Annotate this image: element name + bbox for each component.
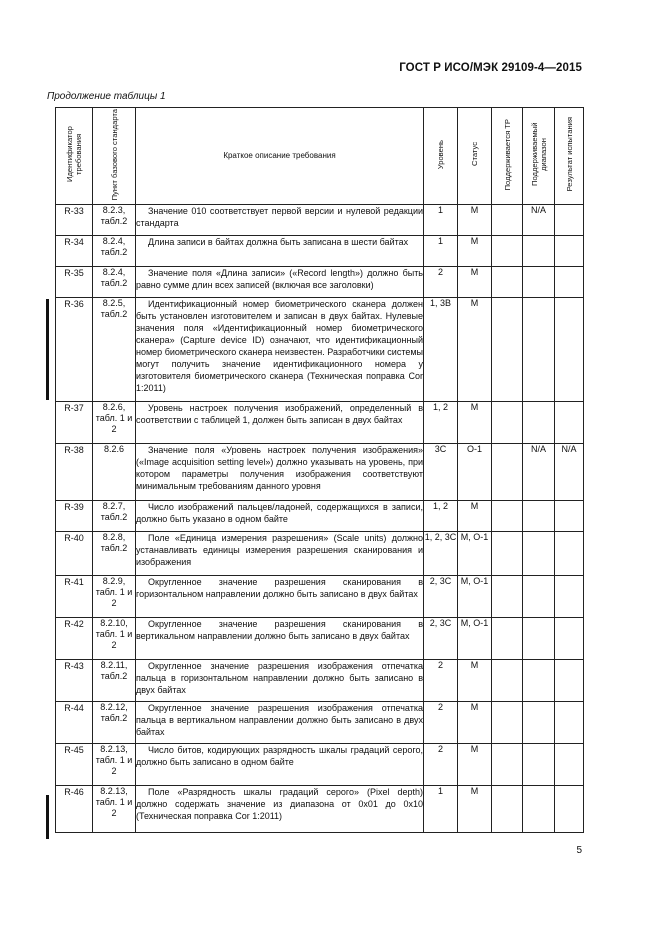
clause-cell: 8.2.5, табл.2	[93, 298, 136, 402]
supported-tp-cell	[492, 744, 523, 786]
description-cell: Значение 010 соответствует первой версии и нулевой редакции стандарта	[136, 205, 424, 236]
supported-tp-cell	[492, 532, 523, 576]
clause-cell: 8.2.3, табл.2	[93, 205, 136, 236]
table-row	[56, 744, 584, 786]
level-cell: 1	[424, 786, 458, 833]
supported-tp-cell	[492, 402, 523, 444]
supported-tp-cell	[492, 236, 523, 267]
test-result-cell	[555, 532, 584, 576]
description-cell: Уровень настроек получения изображений, определенный в соответствии с таблицей 1, должен быть записан в двух байтах	[136, 402, 424, 444]
test-result-cell	[555, 236, 584, 267]
table-caption: Продолжение таблицы 1	[47, 91, 166, 102]
table-row	[56, 576, 584, 618]
level-cell: 1, 2, 3C	[424, 532, 458, 576]
level-cell: 1	[424, 205, 458, 236]
table-row	[56, 786, 584, 833]
column-header-supported-tp: Поддерживается ТР	[492, 108, 523, 205]
requirement-id-cell: R-33	[56, 205, 93, 236]
table-row	[56, 298, 584, 402]
test-result-cell	[555, 501, 584, 532]
status-cell: M	[458, 267, 492, 298]
table-header-row	[56, 108, 584, 205]
description-cell: Число изображений пальцев/ладоней, содержащихся в записи, должно быть указано в одном байте	[136, 501, 424, 532]
status-cell: M, O-1	[458, 618, 492, 660]
supported-tp-cell	[492, 298, 523, 402]
clause-cell: 8.2.9, табл. 1 и 2	[93, 576, 136, 618]
column-header-clause: Пункт базового стандарта	[93, 108, 136, 205]
document-header: ГОСТ Р ИСО/МЭК 29109-4—2015	[399, 62, 582, 74]
table-row	[56, 236, 584, 267]
test-result-cell	[555, 298, 584, 402]
supported-range-cell	[523, 236, 555, 267]
supported-range-cell	[523, 532, 555, 576]
requirement-id-cell: R-35	[56, 267, 93, 298]
change-marker-r46	[46, 795, 49, 839]
description-cell: Значение поля «Длина записи» («Record length») должно быть равно сумме длин всех записей (включая все заголовки)	[136, 267, 424, 298]
test-result-cell	[555, 618, 584, 660]
column-header-description: Краткое описание требования	[136, 108, 424, 205]
supported-range-cell	[523, 501, 555, 532]
description-cell: Длина записи в байтах должна быть записана в шести байтах	[136, 236, 424, 267]
clause-cell: 8.2.11, табл.2	[93, 660, 136, 702]
status-cell: M, O-1	[458, 576, 492, 618]
requirement-id-cell: R-37	[56, 402, 93, 444]
table-row	[56, 267, 584, 298]
clause-cell: 8.2.7, табл.2	[93, 501, 136, 532]
requirement-id-cell: R-34	[56, 236, 93, 267]
clause-cell: 8.2.4, табл.2	[93, 236, 136, 267]
description-cell: Поле «Единица измерения разрешения» (Scale units) должно устанавливать единицы измерения разрешения сканирования и изображения	[136, 532, 424, 576]
supported-range-cell	[523, 267, 555, 298]
table-row	[56, 402, 584, 444]
requirement-id-cell: R-42	[56, 618, 93, 660]
status-cell: M	[458, 402, 492, 444]
test-result-cell	[555, 786, 584, 833]
supported-tp-cell	[492, 618, 523, 660]
column-header-supported-range: Поддерживаемый диапазон	[523, 108, 555, 205]
clause-cell: 8.2.6, табл. 1 и 2	[93, 402, 136, 444]
clause-cell: 8.2.13, табл. 1 и 2	[93, 744, 136, 786]
level-cell: 1, 2	[424, 501, 458, 532]
supported-tp-cell	[492, 660, 523, 702]
supported-range-cell	[523, 298, 555, 402]
test-result-cell: N/A	[555, 444, 584, 501]
supported-range-cell	[523, 744, 555, 786]
supported-range-cell	[523, 660, 555, 702]
requirement-id-cell: R-43	[56, 660, 93, 702]
column-header-id: Идентификатор требования	[56, 108, 93, 205]
description-cell: Округленное значение разрешения сканирования в горизонтальном направлении должно быть записано в двух байтах	[136, 576, 424, 618]
change-marker-r36	[46, 299, 49, 400]
status-cell: M	[458, 205, 492, 236]
status-cell: M	[458, 744, 492, 786]
requirement-id-cell: R-45	[56, 744, 93, 786]
supported-range-cell	[523, 702, 555, 744]
level-cell: 1	[424, 236, 458, 267]
requirements-table	[55, 107, 584, 833]
clause-cell: 8.2.10, табл. 1 и 2	[93, 618, 136, 660]
test-result-cell	[555, 205, 584, 236]
supported-tp-cell	[492, 267, 523, 298]
status-cell: M	[458, 298, 492, 402]
clause-cell: 8.2.8, табл.2	[93, 532, 136, 576]
table-row	[56, 618, 584, 660]
status-cell: M, O-1	[458, 532, 492, 576]
description-cell: Поле «Разрядность шкалы градаций серого» (Pixel depth) должно содержать значение из диапазона от 0x01 до 0x10 (Техническая поправка Cor 1:2011)	[136, 786, 424, 833]
status-cell: M	[458, 501, 492, 532]
requirement-id-cell: R-39	[56, 501, 93, 532]
supported-range-cell	[523, 618, 555, 660]
supported-range-cell: N/A	[523, 444, 555, 501]
supported-range-cell: N/A	[523, 205, 555, 236]
test-result-cell	[555, 402, 584, 444]
supported-tp-cell	[492, 444, 523, 501]
supported-tp-cell	[492, 576, 523, 618]
test-result-cell	[555, 267, 584, 298]
supported-range-cell	[523, 786, 555, 833]
requirement-id-cell: R-40	[56, 532, 93, 576]
table-row	[56, 501, 584, 532]
level-cell: 2	[424, 267, 458, 298]
table-row	[56, 702, 584, 744]
test-result-cell	[555, 744, 584, 786]
level-cell: 2, 3C	[424, 576, 458, 618]
supported-tp-cell	[492, 702, 523, 744]
description-cell: Значение поля «Уровень настроек получения изображения» («Image acquisition setting level») должно указывать на уровень, при котором параметры получения изображения соответствуют минимальным требованиям данного уровня	[136, 444, 424, 501]
requirement-id-cell: R-41	[56, 576, 93, 618]
test-result-cell	[555, 576, 584, 618]
supported-tp-cell	[492, 786, 523, 833]
status-cell: M	[458, 702, 492, 744]
level-cell: 2	[424, 660, 458, 702]
supported-range-cell	[523, 576, 555, 618]
column-header-level: Уровень	[424, 108, 458, 205]
page-number: 5	[576, 845, 582, 856]
level-cell: 3C	[424, 444, 458, 501]
table-row	[56, 532, 584, 576]
clause-cell: 8.2.13, табл. 1 и 2	[93, 786, 136, 833]
requirement-id-cell: R-46	[56, 786, 93, 833]
clause-cell: 8.2.12, табл.2	[93, 702, 136, 744]
clause-cell: 8.2.4, табл.2	[93, 267, 136, 298]
description-cell: Округленное значение разрешения сканирования в вертикальном направлении должно быть записано в двух байтах	[136, 618, 424, 660]
supported-tp-cell	[492, 205, 523, 236]
level-cell: 1, 2	[424, 402, 458, 444]
description-cell: Идентификационный номер биометрического сканера должен быть установлен изготовителем и записан в двух байтах. Нулевые значения поля «Идентификационный номер биометрического сканера» (Capture device ID) означают, что идентификационный номер биометрического сканера неизвестен. Разработчики системы могут получить значение идентификационного номера у изготовителя биометрического сканера (Техническая поправка Cor 1:2011)	[136, 298, 424, 402]
status-cell: M	[458, 236, 492, 267]
status-cell: M	[458, 660, 492, 702]
test-result-cell	[555, 660, 584, 702]
level-cell: 1, 3B	[424, 298, 458, 402]
supported-tp-cell	[492, 501, 523, 532]
requirement-id-cell: R-38	[56, 444, 93, 501]
table-row	[56, 205, 584, 236]
table-row	[56, 444, 584, 501]
table-row	[56, 660, 584, 702]
clause-cell: 8.2.6	[93, 444, 136, 501]
level-cell: 2, 3C	[424, 618, 458, 660]
requirement-id-cell: R-44	[56, 702, 93, 744]
column-header-status: Статус	[458, 108, 492, 205]
supported-range-cell	[523, 402, 555, 444]
description-cell: Округленное значение разрешения изображения отпечатка пальца в горизонтальном направлении должно быть записано в двух байтах	[136, 660, 424, 702]
status-cell: M	[458, 786, 492, 833]
test-result-cell	[555, 702, 584, 744]
level-cell: 2	[424, 744, 458, 786]
requirement-id-cell: R-36	[56, 298, 93, 402]
level-cell: 2	[424, 702, 458, 744]
description-cell: Округленное значение разрешения изображения отпечатка пальца в вертикальном направлении должно быть записано в двух байтах	[136, 702, 424, 744]
column-header-test-result: Результат испытания	[555, 108, 584, 205]
status-cell: O-1	[458, 444, 492, 501]
description-cell: Число битов, кодирующих разрядность шкалы градаций серого, должно быть записано в одном байте	[136, 744, 424, 786]
